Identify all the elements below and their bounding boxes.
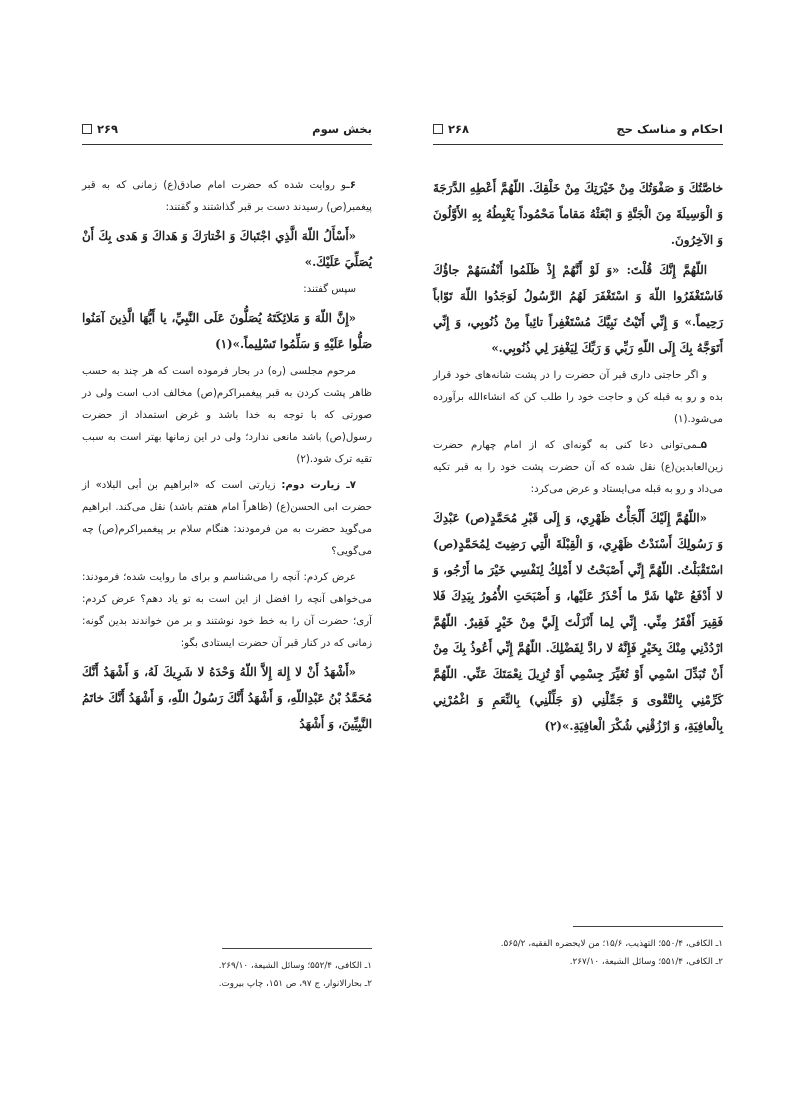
- right-page-number-block: [433, 122, 469, 136]
- arabic-quote: اللّهُمَّ إِنَّكَ قُلْتَ: «وَ لَوْ أَنَّهُمْ إِذْ ظَلَمُوا أَنْفُسَهُمْ جاؤُكَ فَاسْتَغْفَرُوا اللّهَ وَ اسْتَغْفَرَ لَهُمُ الرَّسُولُ لَوَجَدُوا اللّهَ تَوّاباً رَحِيماً.» وَ إِنِّي أَتَيْتُ نَبِيَّكَ مُسْتَغْفِراً تائِباً مِنْ ذُنُوبِي، وَ إِنِّي أَتَوَجَّهُ بِكَ إِلَى اللّهِ رَبِّي وَ رَبِّكَ لِيَغْفِرَ لِي ذُنُوبِي.»: [433, 263, 723, 355]
- paragraph-text: زیارتی است که «ابراهیم بن أبی البلاد» از حضرت ابی الحسن(ع) (ظاهراً امام هفتم باشد) نقل می‌کند. ابراهیم می‌گوید حضرت به من فرمودند: هنگام سلام بر پیغمبراکرم(ص) چه می‌گویی؟: [82, 480, 372, 557]
- left-page-number-block: [82, 122, 118, 136]
- footnote: ۱ـ الکافی، ۵۵۲/۴؛ وسائل الشیعة، ۲۶۹/۱۰.: [218, 961, 372, 971]
- right-page-body: [433, 175, 723, 739]
- footnote: ۱ـ الکافی، ۵۵۰/۴؛ التهذیب، ۱۵/۶؛ من لایحضره الفقیه، ۵۶۵/۲.: [500, 939, 723, 949]
- paragraph-text: و روایت شده که حضرت امام صادق‌(ع) زمانی که به قبر پیغمبر(ص) رسیدند دست بر قبر گذاشتند و گفتند:: [82, 180, 372, 213]
- paragraph: عرض کردم: آنچه را می‌شناسم و برای ما روایت شده؛ فرمودند: می‌خواهی آنچه را افضل از این است به تو یاد دهم؟ عرض کردم: آری؛ حضرت آن را به خط خود نوشتند و بر من خواندند بدین گونه: زمانی که در کنار قبر آن حضرت ایستادی بگو:: [82, 572, 372, 649]
- right-header-title: احکام و مناسک حج: [616, 122, 723, 136]
- paragraph-lead: ۶ـ: [346, 180, 356, 191]
- page-marker-square-icon: [433, 124, 443, 134]
- right-page: [433, 118, 723, 743]
- page-marker-square-icon: [82, 124, 92, 134]
- paragraph-text: می‌توانی دعا کنی به گونه‌ای که از امام چهارم حضرت زین‌العابدین(ع) نقل شده که آن حضرت پشت خود را به قبر تکیه می‌داد و رو به قبله می‌ایستاد و عرض می‌کرد:: [433, 440, 723, 495]
- paragraph: و اگر حاجتی داری قبر آن حضرت را در پشت شانه‌های خود قرار بده و رو به قبله کن و حاجت خود را طلب کن که انشاءالله برآورده می‌شود.(۱): [433, 370, 723, 425]
- paragraph-lead: ۷ـ زیارت دوم:: [281, 480, 356, 491]
- left-footnote-separator: [222, 948, 372, 949]
- left-page-number: ۲۶۹: [97, 122, 119, 136]
- arabic-quote: خاصَّتُكَ وَ صَفْوَتُكَ مِنْ خَيْرَتِكَ مِنْ خَلْقِكَ. اللّهُمَّ أَعْطِهِ الدَّرَجَةَ وَ الْوَسِيلَةَ مِنَ الْجَنَّةِ وَ ابْعَثْهُ مَقاماً مَحْمُوداً يَغْبِطُهُ بِهِ الأَوَّلُونَ وَ الآخِرُونَ.: [433, 181, 723, 247]
- paragraph: سپس گفتند:: [303, 284, 356, 295]
- left-page: [82, 118, 372, 741]
- footnote: ۲ـ الکافی، ۵۵۱/۴؛ وسائل الشیعة، ۲۶۷/۱۰.: [569, 957, 723, 967]
- right-page-number: ۲۶۸: [448, 122, 470, 136]
- right-page-header: [433, 118, 723, 145]
- footnote: ۲ـ بحارالانوار، ج ۹۷، ص ۱۵۱، چاپ بیروت.: [218, 979, 372, 989]
- left-page-header: [82, 118, 372, 145]
- right-footnotes: [433, 935, 723, 971]
- paragraph-lead: ۵ـ: [697, 440, 707, 451]
- left-page-body: [82, 175, 372, 737]
- paragraph: [82, 175, 372, 219]
- left-header-title: بخش سوم: [312, 122, 372, 136]
- arabic-quote: «أَسْأَلُ اللّهَ الَّذِي اجْتَباكَ وَ اخْتارَكَ وَ هَداكَ وَ هَدى بِكَ أَنْ يُصَلِّيَ عَلَيْكَ.»: [82, 229, 372, 269]
- left-footnotes: [82, 957, 372, 993]
- paragraph: مرحوم مجلسی (ره) در بحار فرموده است که هر چند به حسب ظاهر پشت کردن به قبر پیغمبراکرم(ص) مخالف ادب است ولی در صورتی که با توجه به خدا باشد و غرض استمداد از حضرت رسول(ص) باشد مانعی ندارد؛ ولی در این زمانها بهتر است به سبب تقیه ترک شود.(۲): [82, 366, 372, 465]
- paragraph: [82, 475, 372, 563]
- arabic-quote: «اللّهُمَّ إِلَيْكَ أَلْجَأْتُ ظَهْرِي، وَ إِلَى قَبْرِ مُحَمَّدٍ(ص) عَبْدِكَ وَ رَسُولِكَ أَسْنَدْتُ ظَهْرِي، وَ الْقِبْلَةَ الَّتِي رَضِيتَ لِمُحَمَّدٍ(ص) اسْتَقْبَلْتُ. اللّهُمَّ إِنِّي أَصْبَحْتُ لا أَمْلِكُ لِنَفْسِي خَيْرَ ما أَرْجُو، وَ لا أَدْفَعُ عَنْها شَرَّ ما أَحْذَرُ عَلَيْها، وَ أَصْبَحَتِ الأُمُورُ بِيَدِكَ فَلا فَقِيرَ أَفْقَرُ مِنِّي. إِنِّي لِما أَنْزَلْتَ إِلَيَّ مِنْ خَيْرٍ فَقِيرٌ. اللّهُمَّ ارْدُدْنِي مِنْكَ بِخَيْرٍ فَإِنَّهُ لا رادَّ لِفَضْلِكَ. اللّهُمَّ إِنِّي أَعُوذُ بِكَ مِنْ أَنْ تُبَدِّلَ اسْمِي أَوْ تُغَيِّرَ جِسْمِي أَوْ تُزِيلَ نِعْمَتَكَ عَنِّي. اللّهُمَّ كَرِّمْنِي بِالتَّقْوى وَ جَمِّلْنِي (وَ جَلِّلْنِي) بِالنِّعَمِ وَ اغْمُرْنِي بِالْعافِيَةِ، وَ ارْزُقْنِي شُكْرَ الْعافِيَةِ.»(۲): [433, 511, 723, 733]
- arabic-quote: «أَشْهَدُ أَنْ لا إِلهَ إِلاَّ اللّهُ وَحْدَهُ لا شَرِيكَ لَهُ، وَ أَشْهَدُ أَنَّكَ مُحَمَّدُ بْنُ عَبْدِاللّهِ، وَ أَشْهَدُ أَنَّكَ رَسُولُ اللّهِ، وَ أَشْهَدُ أَنَّكَ خاتَمُ النَّبِيِّينَ، وَ أَشْهَدُ: [82, 665, 372, 731]
- right-footnote-separator: [573, 926, 723, 927]
- paragraph: [433, 435, 723, 501]
- arabic-quote: «إِنَّ اللّهَ وَ مَلائِكَتَهُ يُصَلُّونَ عَلَى النَّبِيِّ، يا أَيُّهَا الَّذِينَ آمَنُوا صَلُّوا عَلَيْهِ وَ سَلِّمُوا تَسْلِيماً.»(۱): [82, 311, 372, 351]
